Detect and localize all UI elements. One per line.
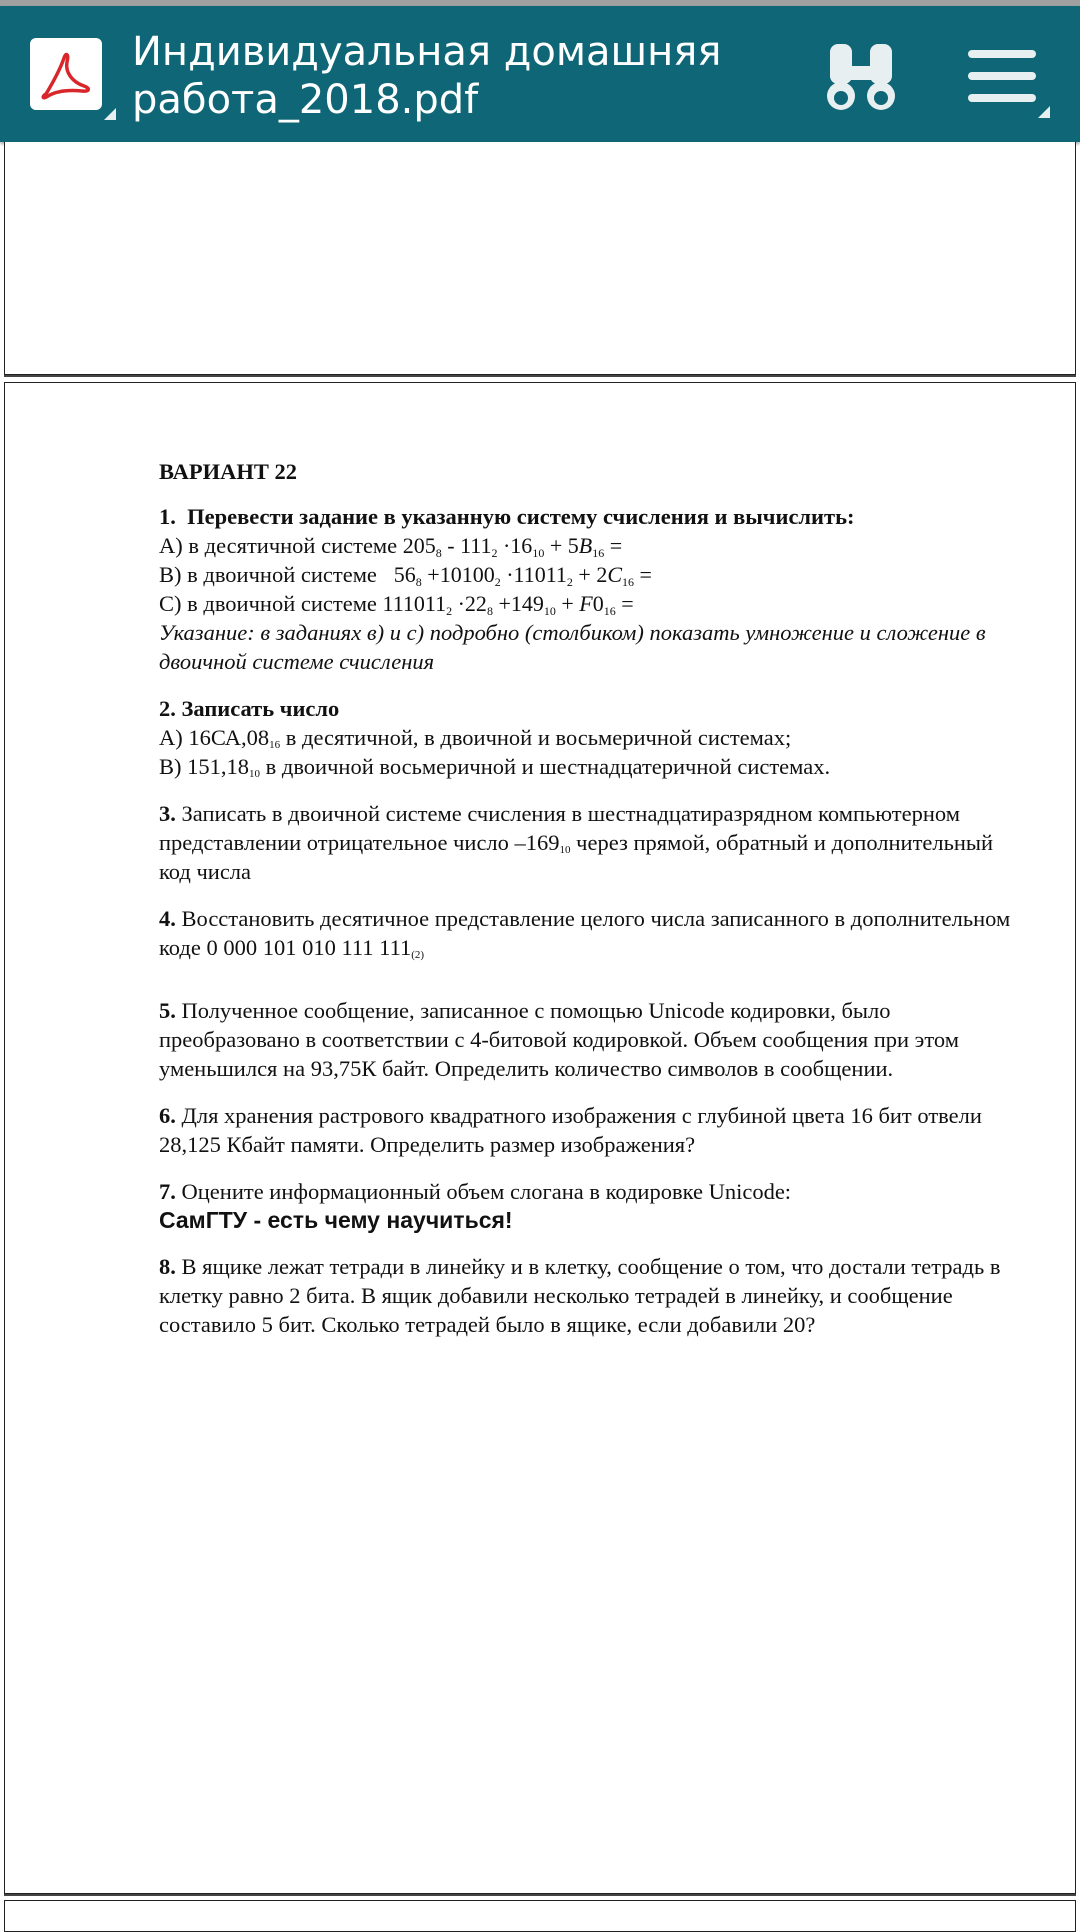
task-1-b: В) в двоичной системе $56_8 +10100_2 \cdot 11011_2 + 2C_{16}$ = — [159, 562, 652, 589]
document-content — [159, 457, 1019, 1339]
adobe-acrobat-icon[interactable] — [30, 38, 102, 110]
pdf-page-previous — [4, 142, 1076, 375]
task-3: 3. Записать в двоичной системе счисления в шестнадцатиразрядном компьютерном представлении отрицательное число $-169_{10}$ через прямой, обратный и дополнительный код числа — [159, 801, 994, 884]
task-1-note: Указание: в заданиях в) и с) подробно (столбиком) показать умножение и сложение в двоичной системе счисления — [159, 620, 986, 674]
app-toolbar — [0, 6, 1080, 142]
task-2-a: А) $16СА,08_{16}$ в десятичной, в двоичной и восьмеричной системах; — [159, 725, 792, 751]
task-2-title: 2. Записать число — [159, 696, 340, 721]
task-7-slogan: СамГТУ - есть чему научиться! — [159, 1207, 513, 1233]
task-1-title: 1. Перевести задание в указанную систему счисления и вычислить: — [159, 504, 855, 529]
document-title: Индивидуальная домашняя работа_2018.pdf — [132, 29, 722, 123]
task-4: 4. Восстановить десятичное представление целого числа записанного в дополнительном коде 0 000 101 010 111 $111_{(2)}$ — [159, 906, 1011, 961]
task-5: 5. Полученное сообщение, записанное с помощью Unicode кодировки, было преобразовано в соответствии с 4-битовой кодировкой. Объем сообщения при этом уменьшился на 93,75К байт. Определить количество символов в сообщении. — [159, 998, 959, 1081]
pdf-page-next — [4, 1900, 1076, 1932]
task-2-b: В) $151,18_{10}$ в двоичной восьмеричной и шестнадцатеричной системах. — [159, 754, 831, 780]
variant-heading: ВАРИАНТ 22 — [159, 459, 297, 484]
task-1-c: С) в двоичной системе $111011_2 \cdot 22_8 +149_{10} + F0_{16}$ = — [159, 591, 634, 618]
task-6: 6. Для хранения растрового квадратного изображения с глубиной цвета 16 бит отвели 28,125 Кбайт памяти. Определить размер изображения? — [159, 1103, 982, 1157]
menu-button[interactable] — [968, 44, 1046, 112]
find-button[interactable] — [824, 40, 898, 116]
task-1-a-expression: $205_8 - 111_2 \cdot 16_{10} + 5B_{16}$ = — [402, 533, 623, 560]
task-1-a: А) в десятичной системе $205_8 - 111_2 \cdot 16_{10} + 5B_{16}$ = — [159, 533, 623, 560]
binoculars-icon — [824, 40, 898, 116]
task-7: 7. Оцените информационный объем слогана в кодировке Unicode: — [159, 1179, 792, 1204]
task-1-c-expression: $111011_2 \cdot 22_8 +149_{10} + F0_{16}$ = — [382, 591, 634, 618]
task-1-b-expression: $56_8 +10100_2 \cdot 11011_2 + 2C_{16}$ = — [393, 562, 652, 589]
task-8: 8. В ящике лежат тетради в линейку и в клетку, сообщение о том, что достали тетрадь в клетку равно 2 бита. В ящик добавили несколько тетрадей в линейку, и сообщение составило 5 бит. Сколько тетрадей было в ящике, если добавили 20? — [159, 1254, 1001, 1337]
